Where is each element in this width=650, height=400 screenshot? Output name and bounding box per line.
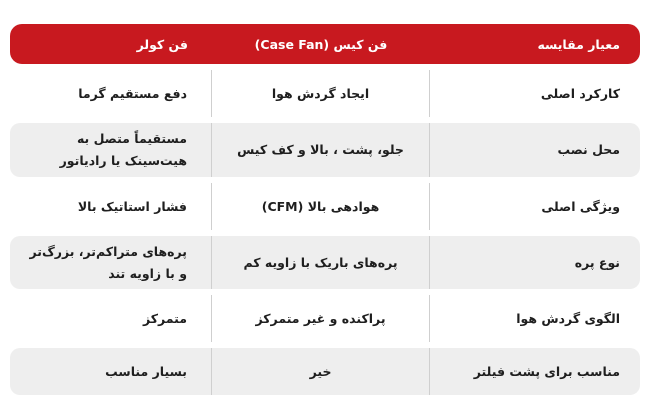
header-cooler-fan: [10, 37, 212, 52]
cooler-fan-text: فشار استاتیک بالا: [77, 198, 187, 214]
case-fan-text: هوادهی بالا (CFM): [261, 198, 380, 214]
comparison-table: [10, 24, 640, 395]
criterion-cell: [430, 183, 640, 230]
criterion-text: ویژگی اصلی: [541, 198, 620, 214]
case-fan-cell: [212, 70, 430, 117]
table-row: [10, 236, 640, 289]
case-fan-text: پراکنده و غیر متمرکز: [255, 310, 386, 326]
cooler-fan-cell: [10, 295, 212, 342]
case-fan-cell: [212, 295, 430, 342]
cooler-fan-cell: [10, 348, 212, 395]
criterion-cell: [430, 70, 640, 117]
case-fan-text: جلو، پشت ، بالا و کف کیس: [237, 142, 404, 157]
cooler-fan-text: مستقیماً متصل به هیت‌سینک یا رادیاتور: [59, 131, 187, 168]
header-criterion: [430, 37, 640, 52]
cooler-fan-text: متمرکز: [142, 310, 187, 326]
criterion-cell: [430, 123, 640, 177]
cooler-fan-cell: [10, 123, 212, 177]
case-fan-cell: [212, 123, 430, 177]
criterion-cell: [430, 348, 640, 395]
cooler-fan-text: پره‌های متراکم‌تر، بزرگ‌تر و با زاویه تند: [29, 243, 187, 281]
criterion-text: محل نصب: [557, 142, 620, 157]
table-row: [10, 295, 640, 342]
header-case-fan: [212, 37, 430, 52]
header-criterion-label: معیار مقایسه: [537, 36, 620, 52]
cooler-fan-cell: [10, 183, 212, 230]
case-fan-cell: [212, 348, 430, 395]
cooler-fan-text: بسیار مناسب: [105, 363, 187, 379]
cooler-fan-cell: [10, 70, 212, 117]
criterion-text: کارکرد اصلی: [540, 85, 620, 101]
case-fan-text: پره‌های باریک با زاویه کم: [243, 254, 398, 270]
table-row: [10, 348, 640, 395]
header-case-fan-label: فن کیس (Case Fan): [254, 36, 388, 52]
case-fan-text: ایجاد گردش هوا: [271, 85, 370, 101]
table-row: [10, 183, 640, 230]
table-header: [10, 24, 640, 64]
case-fan-cell: [212, 236, 430, 289]
case-fan-cell: [212, 183, 430, 230]
table-row: [10, 123, 640, 177]
criterion-text: الگوی گردش هوا: [516, 310, 620, 326]
table-row: [10, 70, 640, 117]
criterion-cell: [430, 295, 640, 342]
cooler-fan-text: دفع مستقیم گرما: [78, 85, 187, 101]
criterion-text: نوع پره: [574, 254, 620, 270]
case-fan-text: خیر: [309, 363, 332, 379]
criterion-cell: [430, 236, 640, 289]
criterion-text: مناسب برای پشت فیلتر: [473, 363, 620, 379]
header-cooler-fan-label: فن کولر: [136, 36, 188, 52]
cooler-fan-cell: [10, 236, 212, 289]
